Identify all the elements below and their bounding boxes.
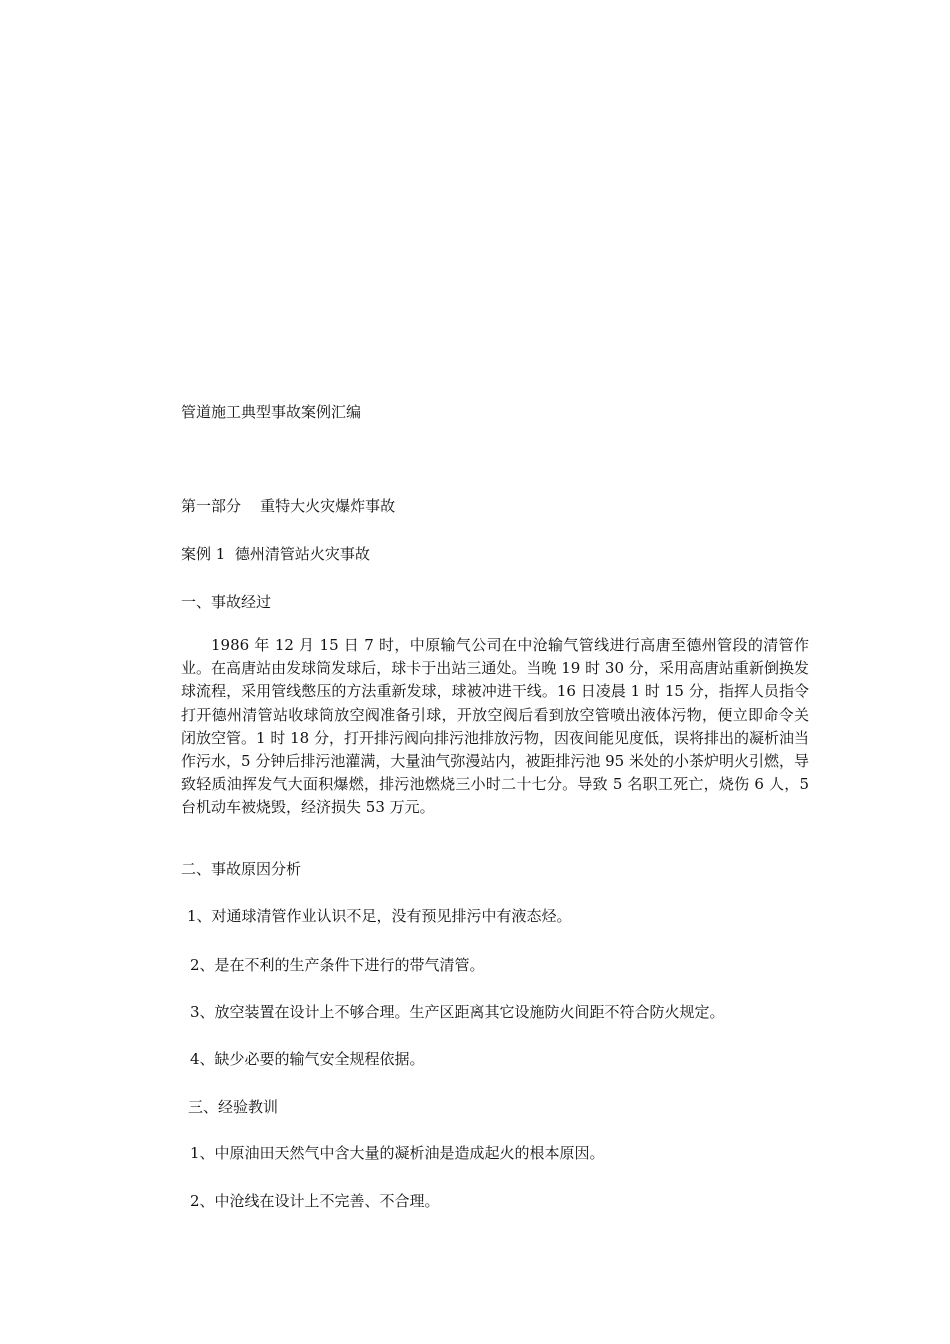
document-title: 管道施工典型事故案例汇编 [181,403,362,421]
cause-item: 3、放空装置在设计上不够合理。生产区距离其它设施防火间距不符合防火规定。 [190,1003,725,1021]
cause-item: 2、是在不利的生产条件下进行的带气清管。 [190,956,485,974]
lesson-item: 1、中原油田天然气中含大量的凝析油是造成起火的根本原因。 [190,1144,605,1162]
incident-paragraph-text: 1986 年 12 月 15 日 7 时，中原输气公司在中沧输气管线进行高唐至德州管段的清管作业。在高唐站由发球筒发球后，球卡于出站三通处。当晚 19 时 30 分，采用高唐站重新倒换发球流程，采用管线憋压的方法重新发球，球被冲进干线。16 日凌晨 1 时 15 分，指挥人员指令打开德州清管站收球筒放空阀准备引球，开放空阀后看到放空管喷出液体污物，便立即命令关闭放空管。1 时 18 分，打开排污阀向排污池排放污物，因夜间能见度低，误将排出的凝析油当作污水，5 分钟后排污池灌满，大量油气弥漫站内，被距排污池 95 米处的小茶炉明火引燃，导致轻质油挥发气大面积爆燃，排污池燃烧三小时二十七分。导致 5 名职工死亡，烧伤 6 人，5 台机动车被烧毁，经济损失 53 万元。 [181,636,809,817]
part-heading: 第一部分 重特大火灾爆炸事故 [181,497,396,515]
lesson-item: 2、中沧线在设计上不完善、不合理。 [190,1192,440,1210]
cause-item: 4、缺少必要的输气安全规程依据。 [190,1050,425,1068]
section-heading-incident: 一、事故经过 [181,593,272,611]
case-heading: 案例 1 德州清管站火灾事故 [181,545,370,563]
section-heading-causes: 二、事故原因分析 [181,860,302,878]
cause-item: 1、对通球清管作业认识不足，没有预见排污中有液态烃。 [187,907,572,925]
section-heading-lessons: 三、经验教训 [188,1098,279,1116]
incident-paragraph [181,634,809,820]
